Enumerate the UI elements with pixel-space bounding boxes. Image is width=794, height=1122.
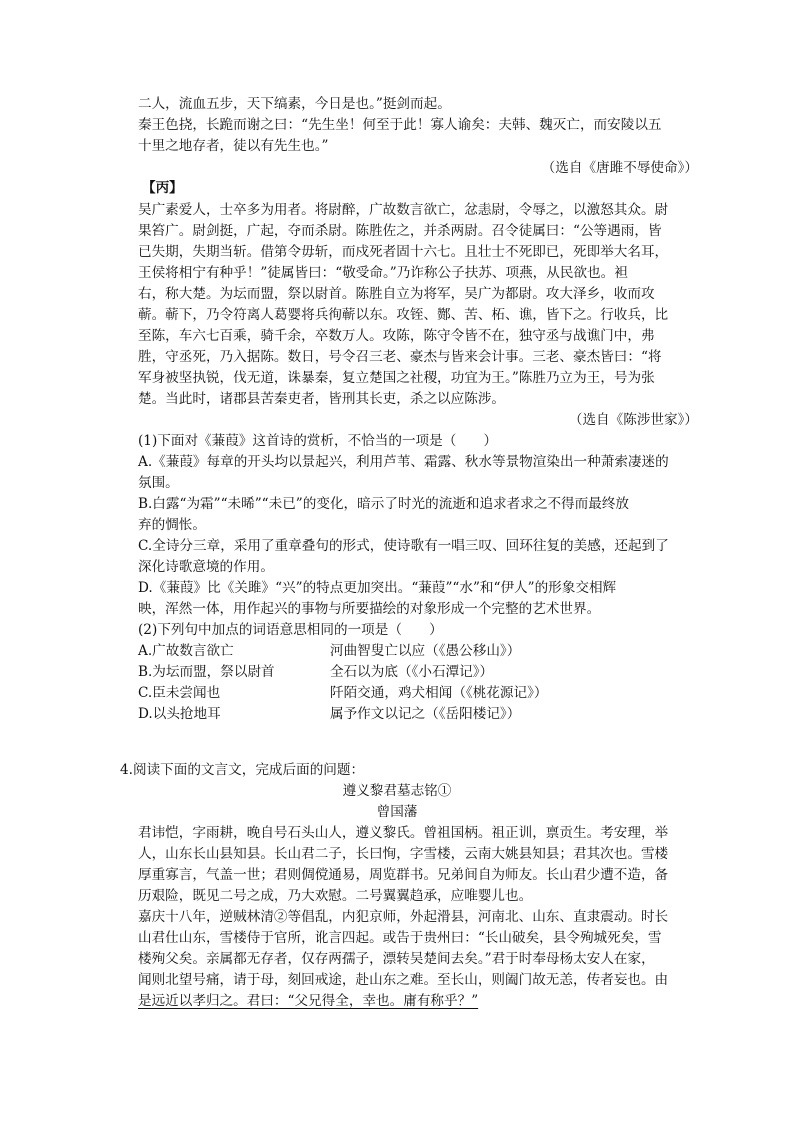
passage-line: 已失期，失期当斩。借第令毋斩，而戍死者固十六七。且壮士不死即已，死即举大名耳， — [138, 244, 669, 260]
passage-line: 闻则北望号痛，请于母，刻回戒途，赴山东之难。至长山，则阖门故无恙，传者妄也。由 — [138, 972, 669, 988]
option-left: D.以头抢地耳 — [138, 706, 221, 722]
option-left: A.广故数言欲亡 — [138, 643, 234, 659]
passage-line: 右，称大楚。为坛而盟，祭以尉首。陈胜自立为将军，吴广为都尉。攻大泽乡，收而攻 — [138, 286, 655, 302]
passage-line: 君讳恺，字雨耕，晚自号石头山人，遵义黎氏。曾祖国柄。祖正训，禀贡生。考安理，举 — [138, 825, 669, 841]
passage-line: 至陈，车六七百乘，骑千余，卒数万人。攻陈，陈守令皆不在，独守丞与战谯门中，弗 — [138, 328, 655, 344]
passage-line: 蕲。蕲下，乃令符离人葛婴将兵徇蕲以东。攻铚、酂、苦、柘、谯，皆下之。行收兵，比 — [138, 307, 669, 323]
passage-line: 吴广素爱人，士卒多为用者。将尉醉，广故数言欲亡，忿恚尉，令辱之，以激怒其众。尉 — [138, 202, 669, 218]
question-stem: (1)下面对《蒹葭》这首诗的赏析，不恰当的一项是（ ） — [138, 433, 498, 449]
option-line: 氛围。 — [138, 475, 179, 491]
passage-line: 厚重寡言，气盖一世；君则倜傥通易，周览群书。兄弟间自为师友。长山君少遭不造，备 — [138, 867, 669, 883]
passage-line: 军身被坚执锐，伐无道，诛暴秦，复立楚国之社稷，功宜为王。”陈胜乃立为王，号为张 — [138, 370, 655, 386]
option-row — [138, 662, 698, 682]
passage-line: 楚。当此时，诸郡县苦秦吏者，皆刑其长吏，杀之以应陈涉。 — [138, 391, 506, 407]
option-row — [138, 704, 698, 724]
option-line: D.《蒹葭》比《关雎》“兴”的特点更加突出。“蒹葭”“水”和“伊人”的形象交相辉 — [138, 580, 617, 596]
source-citation: （选自《陈涉世家》） — [568, 412, 698, 428]
section-label: 【丙】 — [142, 180, 183, 196]
option-line: A.《蒹葭》每章的开头均以景起兴，利用芦苇、霜露、秋水等景物渲染出一种萧索凄迷的 — [138, 454, 669, 470]
option-line: 深化诗歌意境的作用。 — [138, 559, 274, 575]
passage-line: 嘉庆十八年，逆贼林清②等倡乱，内犯京师，外起滑县，河南北、山东、直隶震动。时长 — [138, 909, 669, 925]
option-right: 河曲智叟亡以应（《愚公移山》） — [330, 643, 521, 659]
option-line: 映，浑然一体，用作起兴的事物与所要描绘的对象形成一个完整的艺术世界。 — [138, 601, 601, 617]
option-line: C.全诗分三章，采用了重章叠句的形式，使诗歌有一唱三叹、回环往复的美感，还起到了 — [138, 538, 669, 554]
option-right: 属予作文以记之（《岳阳楼记》） — [330, 706, 521, 722]
option-row — [138, 641, 698, 661]
passage-line: 楼殉父矣。亲属都无存者，仅存两孺子，漂转吴楚间去矣。”君于时奉母杨太安人在家， — [138, 951, 655, 967]
source-citation: （选自《唐雎不辱使命》） — [541, 160, 698, 176]
passage-line: 是远近以孝归之。君曰：“父兄得全，幸也。庸有称乎？” — [138, 993, 479, 1009]
passage-line: 人，山东长山县知县。长山君二子，长曰恂，字雪楼，云南大姚县知县；君其次也。雪楼 — [138, 846, 669, 862]
passage-title: 遵义黎君墓志铭① — [342, 783, 452, 799]
passage-line: 果笞广。尉剑挺，广起，夺而杀尉。陈胜佐之，并杀两尉。召令徒属曰：“公等遇雨，皆 — [138, 223, 662, 239]
option-left: B.为坛而盟，祭以尉首 — [138, 664, 275, 680]
option-line: 弃的惆怅。 — [138, 517, 206, 533]
option-line: B.白露“为霜”“未晞”“未已”的变化，暗示了时光的流逝和追求者求之不得而最终放 — [138, 496, 630, 512]
option-left: C.臣未尝闻也 — [138, 685, 221, 701]
passage-line: 王侯将相宁有种乎！”徒属皆曰：“敬受命。”乃诈称公子扶苏、项燕，从民欲也。袒 — [138, 265, 628, 281]
passage-line: 胜，守丞死，乃入据陈。数日，号令召三老、豪杰与皆来会计事。三老、豪杰皆曰：“将 — [138, 349, 662, 365]
passage-line: 二人，流血五步，天下缟素，今日是也。”挺剑而起。 — [138, 96, 451, 112]
passage-line: 秦王色挠，长跪而谢之曰：“先生坐！何至于此！寡人谕矣：夫韩、魏灭亡，而安陵以五 — [138, 117, 662, 133]
option-right: 阡陌交通，鸡犬相闻（《桃花源记》） — [330, 685, 548, 701]
passage-author: 曾国藩 — [376, 804, 418, 820]
question-stem: (2)下列句中加点的词语意思相同的一项是（ ） — [138, 622, 443, 638]
passage-line: 十里之地存者，徒以有先生也。” — [138, 138, 329, 154]
option-right: 全石以为底（《小石潭记》） — [330, 664, 494, 680]
option-row — [138, 683, 698, 703]
passage-line: 山君仕山东，雪楼侍于官所，讹言四起。或告于贵州曰：“长山破矣，县令殉城死矣，雪 — [138, 930, 662, 946]
passage-line: 历艰险，既见二号之成，乃大欢慰。二号翼翼趋承，应唯婴儿也。 — [138, 888, 533, 904]
question-intro: 4.阅读下面的文言文，完成后面的问题： — [120, 762, 365, 778]
